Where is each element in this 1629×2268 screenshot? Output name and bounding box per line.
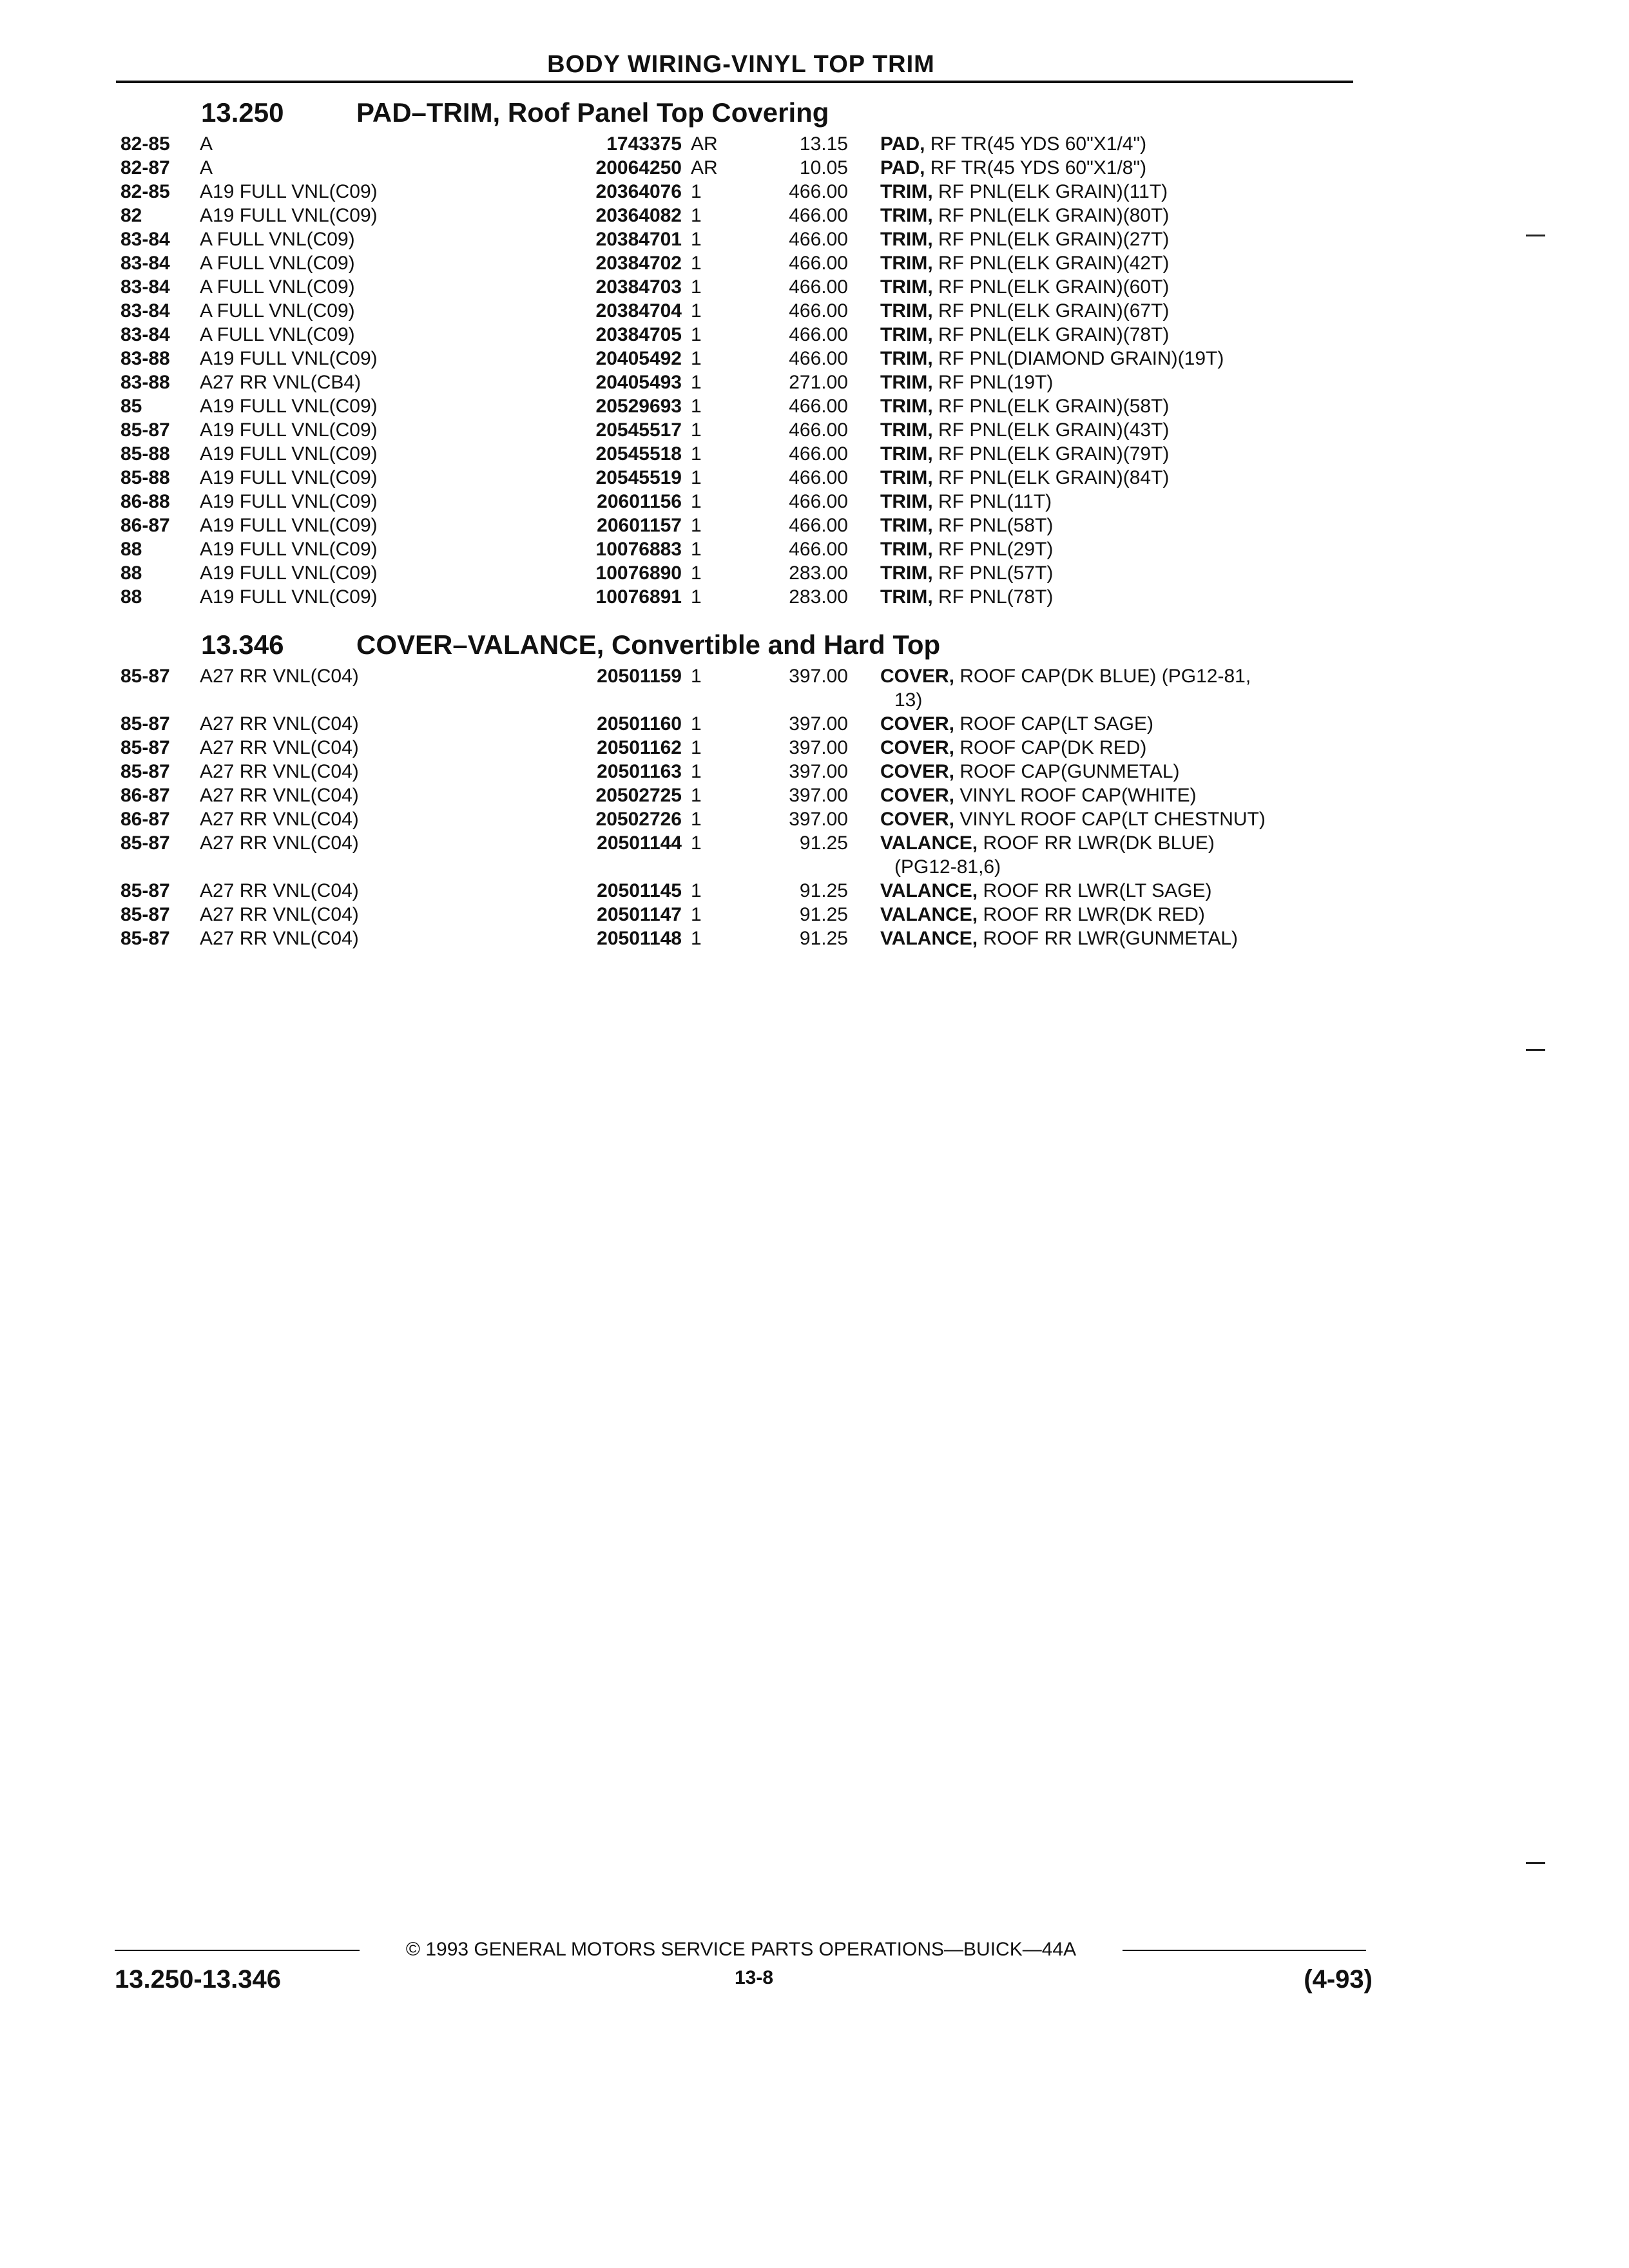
price: 466.00: [789, 276, 848, 298]
model-year: 86-88: [120, 491, 170, 512]
header-rule: [116, 81, 1353, 83]
model-year: 85-87: [120, 904, 170, 925]
part-detail: RF PNL(ELK GRAIN)(84T): [938, 467, 1170, 488]
price: 397.00: [789, 666, 848, 687]
quantity: 1: [691, 666, 702, 687]
part-number: 1743375: [606, 133, 682, 155]
body-style: A27 RR VNL(C04): [200, 809, 359, 830]
body-style: A27 RR VNL(C04): [200, 713, 359, 735]
part-detail: ROOF RR LWR(DK BLUE): [983, 832, 1215, 854]
body-style: A19 FULL VNL(C09): [200, 348, 378, 369]
part-noun: COVER,: [880, 809, 955, 830]
body-style: A19 FULL VNL(C09): [200, 491, 378, 512]
body-style: A FULL VNL(C09): [200, 229, 355, 250]
part-number: 20384704: [595, 300, 682, 322]
part-noun: COVER,: [880, 666, 955, 687]
price: 91.25: [799, 904, 848, 925]
model-year: 85-87: [120, 880, 170, 901]
body-style: A FULL VNL(C09): [200, 300, 355, 322]
table-row: [0, 514, 1629, 537]
price: 10.05: [799, 157, 848, 178]
part-detail: RF PNL(ELK GRAIN)(42T): [938, 253, 1170, 274]
part-number: 20501160: [597, 713, 682, 735]
quantity: 1: [691, 539, 702, 560]
part-description: [880, 227, 1351, 251]
section-heading: [0, 97, 1629, 129]
part-description: [880, 879, 1351, 903]
part-detail: VINYL ROOF CAP(LT CHESTNUT): [959, 809, 1266, 830]
part-description: [880, 831, 1351, 855]
part-description-continued: 13): [894, 689, 923, 711]
part-detail: RF PNL(ELK GRAIN)(67T): [938, 300, 1170, 322]
part-noun: TRIM,: [880, 253, 933, 274]
part-description: [880, 275, 1351, 299]
part-noun: TRIM,: [880, 324, 933, 345]
footer-rule-left: [115, 1950, 360, 1951]
price: 271.00: [789, 372, 848, 393]
model-year: 85-87: [120, 713, 170, 735]
quantity: 1: [691, 880, 702, 901]
quantity: 1: [691, 229, 702, 250]
part-detail: RF PNL(29T): [938, 539, 1054, 560]
part-description: [880, 180, 1351, 204]
part-description: [880, 585, 1351, 609]
part-noun: VALANCE,: [880, 880, 978, 901]
body-style: A19 FULL VNL(C09): [200, 467, 378, 488]
table-row: [0, 537, 1629, 561]
part-number: 20501159: [597, 666, 682, 687]
part-description: [880, 903, 1351, 927]
model-year: 83-84: [120, 300, 170, 322]
part-noun: TRIM,: [880, 205, 933, 226]
model-year: 83-84: [120, 229, 170, 250]
quantity: 1: [691, 253, 702, 274]
quantity: 1: [691, 300, 702, 322]
part-number: 20501147: [597, 904, 682, 925]
model-year: 85-87: [120, 666, 170, 687]
part-description: [880, 394, 1351, 418]
part-number: 20064250: [595, 157, 682, 178]
table-row: [0, 466, 1629, 490]
model-year: 86-87: [120, 809, 170, 830]
body-style: A27 RR VNL(C04): [200, 904, 359, 925]
quantity: 1: [691, 562, 702, 584]
price: 283.00: [789, 562, 848, 584]
price: 397.00: [789, 737, 848, 758]
model-year: 85-88: [120, 467, 170, 488]
quantity: 1: [691, 761, 702, 782]
part-noun: TRIM,: [880, 586, 933, 608]
body-style: A19 FULL VNL(C09): [200, 539, 378, 560]
part-detail: ROOF RR LWR(LT SAGE): [983, 880, 1212, 901]
part-noun: TRIM,: [880, 443, 933, 465]
quantity: 1: [691, 515, 702, 536]
page-number: 13-8: [734, 1967, 774, 1988]
table-row: [0, 927, 1629, 950]
part-number: 20545518: [595, 443, 682, 465]
table-row: [0, 418, 1629, 442]
part-number: 20384703: [595, 276, 682, 298]
price: 466.00: [789, 396, 848, 417]
price: 91.25: [799, 880, 848, 901]
body-style: A27 RR VNL(C04): [200, 737, 359, 758]
part-detail: RF PNL(ELK GRAIN)(80T): [938, 205, 1170, 226]
quantity: 1: [691, 737, 702, 758]
body-style: A19 FULL VNL(C09): [200, 205, 378, 226]
table-row: [0, 347, 1629, 370]
table-row: [0, 394, 1629, 418]
part-description-continued: (PG12-81,6): [894, 856, 1001, 878]
model-year: 85: [120, 396, 142, 417]
part-detail: RF PNL(ELK GRAIN)(60T): [938, 276, 1170, 298]
part-number: 20502726: [595, 809, 682, 830]
price: 466.00: [789, 443, 848, 465]
part-description: [880, 736, 1351, 760]
part-detail: RF PNL(11T): [938, 491, 1052, 512]
table-row: [0, 490, 1629, 514]
part-detail: ROOF CAP(DK RED): [959, 737, 1147, 758]
model-year: 88: [120, 562, 142, 584]
price: 466.00: [789, 467, 848, 488]
table-row: [0, 712, 1629, 736]
part-detail: RF PNL(78T): [938, 586, 1054, 608]
body-style: A FULL VNL(C09): [200, 276, 355, 298]
price: 466.00: [789, 419, 848, 441]
part-description: [880, 927, 1351, 950]
part-noun: COVER,: [880, 713, 955, 735]
part-number: 10076883: [595, 539, 682, 560]
table-row: [0, 736, 1629, 760]
part-noun: COVER,: [880, 737, 955, 758]
table-row-continuation: [0, 688, 1629, 712]
price: 397.00: [789, 761, 848, 782]
quantity: 1: [691, 276, 702, 298]
part-number: 10076890: [595, 562, 682, 584]
body-style: A27 RR VNL(C04): [200, 928, 359, 949]
model-year: 82-85: [120, 181, 170, 202]
price: 466.00: [789, 181, 848, 202]
page-title: BODY WIRING-VINYL TOP TRIM: [547, 51, 935, 78]
part-number: 20364082: [595, 205, 682, 226]
table-row: [0, 879, 1629, 903]
quantity: AR: [691, 157, 718, 178]
part-description: [880, 132, 1351, 156]
part-detail: RF PNL(ELK GRAIN)(11T): [938, 181, 1168, 202]
part-number: 20384702: [595, 253, 682, 274]
part-number: 20601157: [597, 515, 682, 536]
model-year: 83-84: [120, 324, 170, 345]
part-description: [880, 323, 1351, 347]
quantity: 1: [691, 348, 702, 369]
part-detail: ROOF RR LWR(GUNMETAL): [983, 928, 1239, 949]
table-row: [0, 370, 1629, 394]
body-style: A19 FULL VNL(C09): [200, 515, 378, 536]
part-detail: RF TR(45 YDS 60"X1/8"): [930, 157, 1147, 178]
model-year: 83-84: [120, 276, 170, 298]
quantity: 1: [691, 785, 702, 806]
part-detail: ROOF CAP(DK BLUE) (PG12-81,: [959, 666, 1251, 687]
part-description: [880, 442, 1351, 466]
body-style: A FULL VNL(C09): [200, 324, 355, 345]
section-number: 13.250: [201, 97, 284, 128]
table-row-continuation: [0, 855, 1629, 879]
part-description: [880, 370, 1351, 394]
table-row: [0, 561, 1629, 585]
part-noun: TRIM,: [880, 372, 933, 393]
part-detail: RF PNL(ELK GRAIN)(58T): [938, 396, 1170, 417]
part-description: [880, 807, 1351, 831]
part-detail: RF PNL(58T): [938, 515, 1054, 536]
price: 466.00: [789, 205, 848, 226]
part-number: 20529693: [595, 396, 682, 417]
part-noun: TRIM,: [880, 467, 933, 488]
part-description: [880, 664, 1351, 688]
copyright-line: © 1993 GENERAL MOTORS SERVICE PARTS OPERATIONS—BUICK—44A: [405, 1939, 1077, 1960]
quantity: 1: [691, 809, 702, 830]
body-style: A27 RR VNL(C04): [200, 832, 359, 854]
quantity: 1: [691, 832, 702, 854]
model-year: 85-88: [120, 443, 170, 465]
model-year: 83-88: [120, 372, 170, 393]
part-detail: VINYL ROOF CAP(WHITE): [959, 785, 1197, 806]
model-year: 88: [120, 539, 142, 560]
quantity: 1: [691, 324, 702, 345]
table-row: [0, 442, 1629, 466]
table-row: [0, 664, 1629, 688]
part-number: 20501144: [597, 832, 682, 854]
quantity: 1: [691, 205, 702, 226]
price: 466.00: [789, 539, 848, 560]
body-style: A27 RR VNL(C04): [200, 785, 359, 806]
part-noun: VALANCE,: [880, 928, 978, 949]
price: 466.00: [789, 253, 848, 274]
table-row: [0, 783, 1629, 807]
part-number: 20545517: [595, 419, 682, 441]
quantity: 1: [691, 419, 702, 441]
model-year: 85-87: [120, 761, 170, 782]
price: 466.00: [789, 515, 848, 536]
part-description: [880, 712, 1351, 736]
part-number: 20545519: [595, 467, 682, 488]
section-title: COVER–VALANCE, Convertible and Hard Top: [356, 629, 941, 660]
part-noun: TRIM,: [880, 181, 933, 202]
part-number: 20405493: [595, 372, 682, 393]
part-number: 20502725: [595, 785, 682, 806]
model-year: 85-87: [120, 832, 170, 854]
part-noun: TRIM,: [880, 515, 933, 536]
part-detail: RF PNL(ELK GRAIN)(43T): [938, 419, 1170, 441]
part-description: [880, 156, 1351, 180]
body-style: A27 RR VNL(CB4): [200, 372, 361, 393]
body-style: A19 FULL VNL(C09): [200, 443, 378, 465]
body-style: A19 FULL VNL(C09): [200, 586, 378, 608]
part-number: 20384701: [595, 229, 682, 250]
part-description: [880, 561, 1351, 585]
part-noun: TRIM,: [880, 348, 933, 369]
quantity: 1: [691, 396, 702, 417]
price: 283.00: [789, 586, 848, 608]
part-number: 20501163: [597, 761, 682, 782]
part-description: [880, 514, 1351, 537]
part-detail: RF PNL(57T): [938, 562, 1054, 584]
body-style: A: [200, 157, 213, 178]
table-row: [0, 204, 1629, 227]
part-detail: RF PNL(ELK GRAIN)(27T): [938, 229, 1170, 250]
model-year: 86-87: [120, 515, 170, 536]
table-row: [0, 831, 1629, 855]
quantity: 1: [691, 467, 702, 488]
price: 91.25: [799, 832, 848, 854]
table-row: [0, 760, 1629, 783]
body-style: A27 RR VNL(C04): [200, 666, 359, 687]
part-number: 20501145: [597, 880, 682, 901]
model-year: 88: [120, 586, 142, 608]
part-description: [880, 466, 1351, 490]
part-detail: RF PNL(ELK GRAIN)(79T): [938, 443, 1170, 465]
part-number: 20501148: [597, 928, 682, 949]
price: 397.00: [789, 785, 848, 806]
body-style: A19 FULL VNL(C09): [200, 562, 378, 584]
part-number: 20501162: [597, 737, 682, 758]
part-detail: RF PNL(ELK GRAIN)(78T): [938, 324, 1170, 345]
model-year: 86-87: [120, 785, 170, 806]
quantity: AR: [691, 133, 718, 155]
table-row: [0, 903, 1629, 927]
part-description: [880, 347, 1351, 370]
part-detail: RF PNL(DIAMOND GRAIN)(19T): [938, 348, 1224, 369]
table-row: [0, 323, 1629, 347]
section-heading: [0, 629, 1629, 661]
price: 466.00: [789, 229, 848, 250]
price: 397.00: [789, 713, 848, 735]
part-noun: PAD,: [880, 157, 925, 178]
part-noun: TRIM,: [880, 229, 933, 250]
model-year: 82-87: [120, 157, 170, 178]
model-year: 85-87: [120, 928, 170, 949]
footer-rule-right: [1123, 1950, 1366, 1951]
price: 466.00: [789, 348, 848, 369]
margin-tick-mark: [1526, 1049, 1545, 1051]
body-style: A19 FULL VNL(C09): [200, 419, 378, 441]
price: 466.00: [789, 300, 848, 322]
quantity: 1: [691, 372, 702, 393]
margin-tick-mark: [1526, 235, 1545, 236]
part-description: [880, 299, 1351, 323]
part-noun: TRIM,: [880, 419, 933, 441]
part-noun: TRIM,: [880, 396, 933, 417]
table-row: [0, 275, 1629, 299]
quantity: 1: [691, 443, 702, 465]
part-detail: ROOF CAP(LT SAGE): [959, 713, 1153, 735]
quantity: 1: [691, 491, 702, 512]
part-description: [880, 490, 1351, 514]
model-year: 83-84: [120, 253, 170, 274]
revision-date: (4-93): [1304, 1965, 1373, 1994]
price: 397.00: [789, 809, 848, 830]
part-number: 20364076: [595, 181, 682, 202]
model-year: 82-85: [120, 133, 170, 155]
quantity: 1: [691, 181, 702, 202]
table-row: [0, 180, 1629, 204]
part-number: 20601156: [597, 491, 682, 512]
price: 13.15: [799, 133, 848, 155]
model-year: 83-88: [120, 348, 170, 369]
quantity: 1: [691, 586, 702, 608]
part-detail: RF TR(45 YDS 60"X1/4"): [930, 133, 1147, 155]
part-noun: TRIM,: [880, 562, 933, 584]
part-noun: VALANCE,: [880, 832, 978, 854]
quantity: 1: [691, 904, 702, 925]
body-style: A FULL VNL(C09): [200, 253, 355, 274]
body-style: A19 FULL VNL(C09): [200, 181, 378, 202]
table-row: [0, 156, 1629, 180]
quantity: 1: [691, 928, 702, 949]
part-description: [880, 204, 1351, 227]
margin-tick-mark: [1526, 1862, 1545, 1864]
part-description: [880, 251, 1351, 275]
table-row: [0, 132, 1629, 156]
body-style: A27 RR VNL(C04): [200, 761, 359, 782]
part-number: 20405492: [595, 348, 682, 369]
part-noun: COVER,: [880, 761, 955, 782]
section-range: 13.250-13.346: [115, 1965, 282, 1994]
part-noun: PAD,: [880, 133, 925, 155]
part-number: 20384705: [595, 324, 682, 345]
part-noun: VALANCE,: [880, 904, 978, 925]
table-row: [0, 807, 1629, 831]
quantity: 1: [691, 713, 702, 735]
part-detail: RF PNL(19T): [938, 372, 1054, 393]
part-detail: ROOF CAP(GUNMETAL): [959, 761, 1180, 782]
part-number: 10076891: [595, 586, 682, 608]
part-description: [880, 418, 1351, 442]
part-description: [880, 760, 1351, 783]
body-style: A27 RR VNL(C04): [200, 880, 359, 901]
table-row: [0, 251, 1629, 275]
price: 466.00: [789, 324, 848, 345]
table-row: [0, 299, 1629, 323]
part-detail: ROOF RR LWR(DK RED): [983, 904, 1205, 925]
part-description: [880, 783, 1351, 807]
part-noun: TRIM,: [880, 300, 933, 322]
part-noun: TRIM,: [880, 539, 933, 560]
part-description: [880, 537, 1351, 561]
section-number: 13.346: [201, 629, 284, 660]
table-row: [0, 585, 1629, 609]
model-year: 85-87: [120, 419, 170, 441]
part-noun: TRIM,: [880, 491, 933, 512]
body-style: A: [200, 133, 213, 155]
model-year: 82: [120, 205, 142, 226]
part-noun: TRIM,: [880, 276, 933, 298]
section-title: PAD–TRIM, Roof Panel Top Covering: [356, 97, 829, 128]
price: 466.00: [789, 491, 848, 512]
body-style: A19 FULL VNL(C09): [200, 396, 378, 417]
part-noun: COVER,: [880, 785, 955, 806]
table-row: [0, 227, 1629, 251]
model-year: 85-87: [120, 737, 170, 758]
price: 91.25: [799, 928, 848, 949]
